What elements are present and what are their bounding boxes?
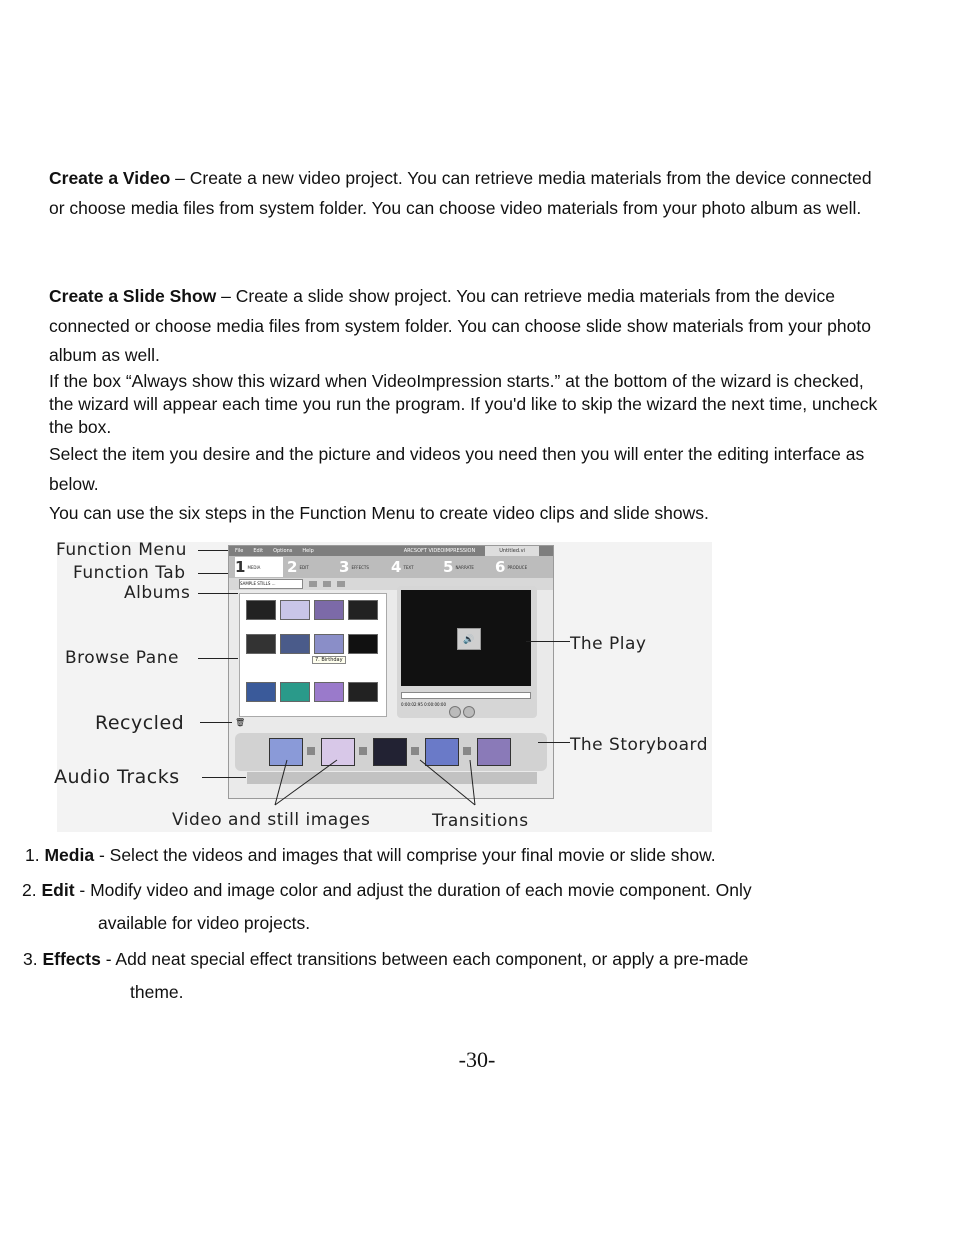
label-transitions: Transitions — [432, 811, 529, 831]
select-item-paragraph: Select the item you desire and the picture and videos you need then you will enter the editing interface as below. — [49, 444, 865, 494]
time-readout: 0:00:02:95 0:00:00:00 — [401, 702, 446, 707]
menu-options: Options — [273, 548, 293, 554]
label-function-tab: Function Tab — [73, 563, 186, 583]
tab-text: 4 TEXT — [391, 558, 414, 576]
label-video-still: Video and still images — [172, 810, 371, 830]
menu-help: Help — [302, 548, 314, 554]
doc-name: Untitled.vi — [485, 546, 539, 556]
create-slideshow-text: – Create a slide show project. You can retrieve media materials from the device connected or choose media files from system folder. You can choose slide show materials from your photo album as well. — [49, 286, 871, 365]
create-video-heading: Create a Video — [49, 168, 171, 188]
label-browse-pane: Browse Pane — [65, 648, 179, 668]
label-the-storyboard: The Storyboard — [570, 735, 709, 755]
list-item-edit-cont: available for video projects. — [98, 913, 311, 933]
label-recycled: Recycled — [95, 712, 185, 734]
menu-file: File — [235, 548, 244, 554]
volume-icon: 🔊 — [457, 628, 481, 650]
label-audio-tracks: Audio Tracks — [54, 766, 180, 788]
list-item-effects: 3. Effects - Add neat special effect transitions between each component, or apply a pre-made — [23, 949, 749, 969]
wizard-note: If the box “Always show this wizard when VideoImpression starts.” at the bottom of the wizard is checked, the wizard will appear each time you run the program. If you'd like to skip the wizard the next time, uncheck the box. — [49, 371, 878, 437]
list-item-media: 1. Media - Select the videos and images that will comprise your final movie or slide show. — [25, 845, 716, 865]
tab-effects: 3 EFFECTS — [339, 558, 369, 576]
list-item-edit: 2. Edit - Modify video and image color and adjust the duration of each movie component. Only — [22, 880, 752, 900]
app-title: ARCSOFT VIDEOIMPRESSION — [403, 548, 476, 554]
label-function-menu: Function Menu — [56, 540, 187, 560]
thumb-caption: 7. Birthday — [312, 656, 346, 664]
tab-produce: 6 PRODUCE — [495, 558, 528, 576]
album-select: SAMPLE STILLS ... — [239, 579, 303, 589]
menu-edit: Edit — [253, 548, 264, 554]
recycle-bin-icon: 🗑 — [235, 718, 246, 727]
tab-media: 1 MEDIA — [235, 557, 283, 577]
list-item-effects-cont: theme. — [130, 982, 184, 1002]
six-steps-paragraph: You can use the six steps in the Function Menu to create video clips and slide shows. — [49, 503, 709, 523]
page-number: -30- — [458, 1047, 496, 1072]
create-video-text: – Create a new video project. You can retrieve media materials from the device connected or choose media files from system folder. You can choose video materials from your photo album as well. — [49, 168, 872, 218]
label-the-play: The Play — [570, 634, 647, 654]
label-albums: Albums — [124, 583, 191, 603]
create-slideshow-heading: Create a Slide Show — [49, 286, 217, 306]
tab-edit: 2 EDIT — [287, 558, 309, 576]
tab-narrate: 5 NARRATE — [443, 558, 474, 576]
